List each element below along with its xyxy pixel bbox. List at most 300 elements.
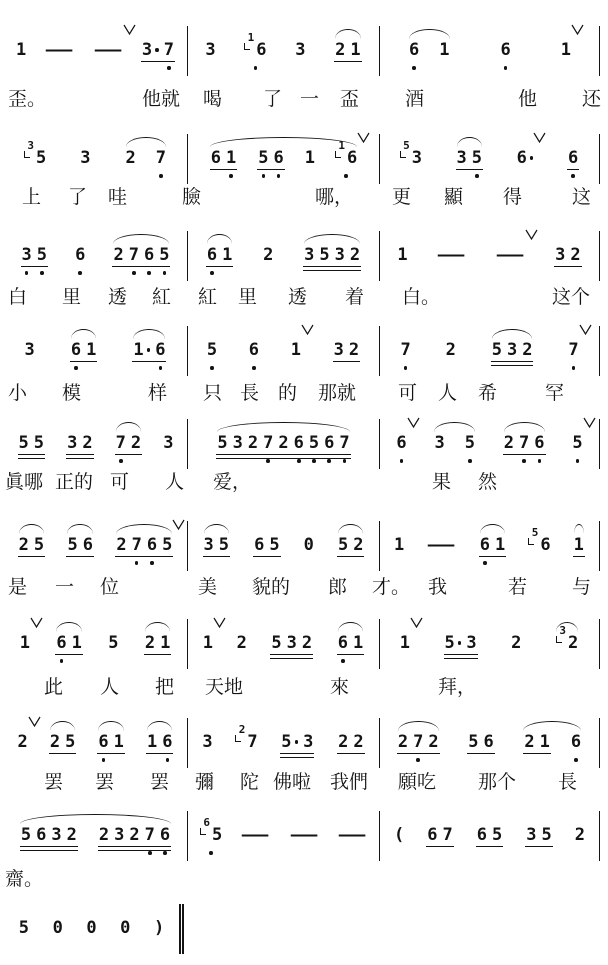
note-row (133, 340, 150, 360)
note-group (337, 619, 365, 667)
upper-marks (568, 326, 578, 340)
lyric-syllable: 这个 (552, 286, 591, 308)
note-row (237, 633, 247, 653)
note-row (108, 633, 118, 653)
note (396, 419, 406, 467)
note-digit: 6 (56, 633, 67, 653)
note-row (164, 40, 174, 60)
note-digit: 2 (349, 245, 361, 265)
note-digit: 2 (129, 825, 140, 845)
augmentation-dot (147, 348, 151, 352)
note-row (163, 433, 173, 453)
grace-digit: 1 (247, 31, 255, 44)
low-octave-dot (102, 758, 106, 762)
low-octave-dot (262, 174, 266, 178)
upper-marks (337, 811, 367, 825)
note-digit: 2 (66, 825, 77, 845)
note-digit: 6 (540, 535, 551, 555)
note-digit: 6 (534, 433, 545, 453)
note-row (86, 918, 96, 938)
note-row (131, 433, 141, 453)
note-row (571, 732, 581, 752)
breath-mark-icon (583, 417, 596, 428)
note-digit: 2 (18, 535, 29, 555)
note-row (504, 433, 514, 453)
measure (4, 811, 188, 861)
note-group (333, 326, 361, 374)
note-digit: — (242, 825, 269, 845)
upper-marks (44, 26, 74, 40)
note-row (338, 732, 348, 752)
note (24, 134, 46, 182)
note (108, 619, 118, 667)
note-row (72, 633, 82, 653)
measure (4, 326, 188, 376)
note-row (302, 633, 312, 653)
lyric-syllable: 可 (398, 382, 418, 404)
note-row (217, 433, 227, 453)
note-row (427, 825, 437, 845)
upper-marks (205, 26, 215, 40)
note-digit: 1 (352, 633, 364, 653)
upper-marks (526, 811, 536, 825)
note-row (534, 433, 544, 453)
note-digit: 5 (18, 918, 30, 938)
note-row (24, 139, 47, 168)
grace-digit: 3 (559, 624, 566, 637)
note-group (555, 619, 579, 667)
lyric-syllable: 貌的 (252, 576, 291, 598)
breath-mark-icon (172, 519, 185, 530)
note-digit: 6 (146, 535, 158, 555)
breath-mark-icon (30, 617, 43, 628)
upper-marks (397, 231, 407, 245)
note (397, 231, 407, 279)
grace-hook-icon (244, 43, 250, 50)
note-digit: 2 (570, 245, 581, 265)
note-row (75, 245, 85, 265)
lyric-syllable: 模 (62, 382, 82, 404)
note-row (263, 433, 273, 453)
beam-underline (525, 846, 553, 847)
note-digit: 7 (400, 340, 411, 360)
note-digit: 5 (65, 732, 76, 752)
lyric-syllable: 正的 (55, 471, 94, 493)
music-system (4, 521, 600, 571)
augmentation-dot (530, 156, 534, 160)
grace-hook-icon (400, 151, 406, 158)
note-row (207, 340, 217, 360)
beam-underline (476, 846, 504, 847)
note-digit: 5 (281, 732, 292, 752)
note-row (249, 340, 259, 360)
low-octave-dot (210, 271, 214, 275)
upper-marks (237, 619, 247, 633)
upper-marks (19, 904, 29, 918)
note (203, 619, 213, 667)
note-row (114, 732, 124, 752)
note (542, 811, 552, 859)
measure (4, 134, 188, 184)
low-octave-dot (574, 758, 578, 762)
note-row (258, 148, 268, 168)
breath-mark-icon (28, 716, 41, 727)
note-group (55, 619, 83, 667)
note (575, 811, 585, 859)
note-digit: 3 (141, 40, 153, 60)
upper-marks (163, 419, 173, 433)
note-row (37, 245, 47, 265)
note-row (120, 918, 130, 938)
note-row (159, 245, 169, 265)
augmentation-dot (155, 48, 159, 52)
lyric-syllable: 天地 (205, 676, 244, 698)
note-row (219, 535, 229, 555)
note-row (16, 40, 26, 60)
grace-hook-icon (235, 735, 241, 742)
lower-marks (400, 453, 404, 467)
note-digit: 7 (263, 433, 274, 453)
upper-marks (427, 811, 437, 825)
note-row (129, 245, 139, 265)
note (281, 718, 298, 766)
upper-marks (443, 811, 453, 825)
note-digit: 5 (33, 535, 45, 555)
lyric-syllable: 上 (22, 186, 42, 208)
low-octave-dot (135, 561, 139, 565)
note-digit: — (94, 40, 122, 60)
upper-marks (400, 326, 410, 340)
note-digit: 5 (36, 148, 47, 168)
low-octave-dot (277, 174, 281, 178)
lyric-syllable: 只 (203, 382, 223, 404)
upper-marks (568, 134, 578, 148)
note-group (476, 811, 504, 859)
note-digit: 1 (539, 732, 550, 752)
note-row (162, 535, 172, 555)
beam-underline (333, 361, 361, 362)
lyric-syllable: 这 (572, 186, 592, 208)
note-group (337, 718, 365, 766)
note-row (413, 732, 423, 752)
note-digit: 5 (468, 732, 479, 752)
note-digit: 6 (206, 245, 218, 265)
note-digit: ( (394, 825, 405, 845)
lower-marks (574, 752, 578, 766)
music-system (4, 134, 600, 184)
breath-mark-icon (301, 324, 314, 335)
note-digit: 5 (206, 340, 218, 360)
note (394, 811, 404, 859)
upper-marks (495, 231, 525, 245)
note-group (146, 718, 174, 766)
note-row (99, 825, 109, 845)
note-digit: 3 (303, 732, 314, 752)
note (427, 811, 437, 859)
low-octave-dot (343, 459, 347, 463)
note-digit: 3 (333, 340, 344, 360)
note-row (116, 535, 126, 555)
note (568, 134, 578, 182)
lyric-syllable: 白 (8, 286, 28, 308)
note-group (280, 718, 314, 766)
final-measure (4, 904, 184, 954)
note (235, 718, 257, 766)
note-digit: 2 (353, 732, 364, 752)
note-digit: 6 (155, 340, 166, 360)
note-digit: 1 (573, 535, 584, 555)
lyric-syllable: 更 (392, 186, 412, 208)
note-digit: 6 (159, 825, 171, 845)
note-row (507, 340, 517, 360)
beam-underline (20, 850, 78, 851)
note-row (339, 433, 349, 453)
note (561, 26, 571, 74)
note-digit: 6 (143, 245, 155, 265)
note-row (400, 340, 410, 360)
note-row (281, 732, 298, 752)
upper-marks (108, 619, 118, 633)
note-digit: 6 (409, 40, 420, 60)
lyric-syllable: 拜， (438, 676, 477, 698)
upper-marks (254, 521, 264, 535)
note-digit: 7 (247, 732, 258, 752)
note-row (540, 732, 550, 752)
low-octave-dot (148, 851, 152, 855)
beam-underline (112, 266, 170, 267)
note-digit: 1 (133, 340, 144, 360)
note-digit: 1 (397, 245, 408, 265)
low-octave-dot (167, 66, 171, 70)
low-octave-dot (78, 271, 82, 275)
lower-marks (412, 60, 416, 74)
low-octave-dot (25, 271, 29, 275)
upper-marks (295, 26, 305, 40)
measure (380, 521, 600, 571)
low-octave-dot (404, 366, 408, 370)
note-digit: 3 (526, 825, 537, 845)
beam-underline (337, 753, 365, 754)
note-digit: 5 (319, 245, 330, 265)
note-row (19, 535, 29, 555)
lower-marks (504, 60, 508, 74)
note-row (457, 148, 467, 168)
upper-marks (240, 811, 270, 825)
upper-marks (334, 326, 344, 340)
lyric-syllable: 紅 (198, 286, 218, 308)
grace-hook-icon (24, 151, 30, 158)
lyric-syllable: 人 (438, 382, 458, 404)
lyric-syllable: 的 (278, 382, 298, 404)
note-group (144, 619, 172, 667)
note-group (270, 619, 313, 667)
low-octave-dot (147, 271, 151, 275)
measure (4, 619, 188, 669)
note-row (142, 40, 159, 60)
note (86, 904, 96, 952)
measure (380, 419, 600, 469)
note-row (145, 825, 155, 845)
beam-underline (554, 266, 582, 267)
note-row (82, 433, 92, 453)
note-digit: 6 (427, 825, 438, 845)
upper-marks (53, 904, 63, 918)
low-octave-dot (571, 174, 575, 178)
lyric-syllable: 郎 (328, 576, 348, 598)
note-row (480, 535, 490, 555)
note-row (44, 40, 74, 60)
upper-marks (249, 326, 259, 340)
note-digit: 3 (456, 148, 467, 168)
note-row (338, 535, 348, 555)
low-octave-dot (159, 174, 163, 178)
note-row (160, 825, 170, 845)
lyric-syllable: 人 (165, 471, 185, 493)
low-octave-dot (166, 758, 170, 762)
note-row (338, 633, 348, 653)
note (249, 326, 259, 374)
note (237, 619, 247, 667)
upper-marks (446, 326, 456, 340)
lyric-syllable: 还 (582, 88, 602, 110)
note-row (274, 148, 284, 168)
note (18, 718, 28, 766)
note-digit: 2 (82, 433, 93, 453)
lower-marks (576, 453, 580, 467)
note-group (303, 231, 361, 279)
upper-marks (37, 231, 47, 245)
upper-marks (483, 718, 493, 732)
breath-mark-icon (123, 24, 136, 35)
lyric-syllable: 那就 (318, 382, 357, 404)
note-digit: — (497, 245, 524, 265)
note-row (222, 245, 232, 265)
lyric-syllable: 哇 (108, 186, 128, 208)
upper-marks (575, 811, 585, 825)
note-row (304, 535, 314, 555)
note-row (570, 245, 580, 265)
lyric-syllable: 願吃 (398, 771, 437, 793)
upper-marks (304, 521, 314, 535)
upper-marks (561, 26, 571, 40)
beam-underline (216, 454, 350, 455)
note-row (556, 624, 579, 653)
note-row (309, 433, 319, 453)
note-row (50, 732, 60, 752)
note-row (574, 535, 584, 555)
note-row (147, 535, 157, 555)
upper-marks (202, 718, 212, 732)
note-row (542, 825, 552, 845)
note-row (436, 245, 466, 265)
measure (4, 26, 188, 76)
breath-mark-icon (357, 132, 370, 143)
note-row (445, 633, 462, 653)
note-digit: 1 (160, 633, 171, 653)
note-digit: 1 (560, 40, 571, 60)
upper-marks (353, 718, 363, 732)
beam-underline (20, 846, 78, 847)
note-digit: 5 (308, 433, 320, 453)
measure (188, 326, 380, 376)
note-digit: 2 (511, 633, 522, 653)
note-row (202, 732, 212, 752)
note-group (433, 419, 476, 467)
note-digit: 3 (202, 732, 213, 752)
note (244, 26, 266, 74)
lyric-syllable: 白。 (402, 286, 441, 308)
note-digit: 2 (144, 633, 156, 653)
note-digit: — (438, 245, 465, 265)
note-digit: 1 (86, 340, 97, 360)
note-row (204, 535, 214, 555)
note-digit: 2 (130, 433, 142, 453)
note-row (129, 825, 139, 845)
note-row (21, 825, 31, 845)
grace-note (235, 724, 245, 742)
note-row (428, 732, 438, 752)
note-row (19, 918, 29, 938)
breath-mark-icon (533, 132, 546, 143)
measure (188, 811, 380, 861)
beam-underline (66, 556, 94, 557)
low-octave-dot (297, 459, 301, 463)
note (466, 619, 476, 667)
lyric-syllable: 我 (428, 576, 448, 598)
note-row (145, 633, 155, 653)
note-digit: 2 (278, 433, 289, 453)
note (82, 419, 92, 467)
note-digit: 1 (439, 40, 450, 60)
lyric-syllable: 若 (508, 576, 528, 598)
note-row (244, 31, 267, 60)
note-digit: 5 (218, 535, 230, 555)
note-row (162, 732, 172, 752)
note-digit: 6 (479, 535, 490, 555)
upper-marks (93, 26, 123, 40)
note (154, 904, 164, 952)
measure (188, 521, 380, 571)
note-digit: 2 (263, 245, 274, 265)
upper-marks (154, 904, 164, 918)
note-row (501, 40, 511, 60)
upper-marks (542, 811, 552, 825)
upper-marks (281, 718, 298, 732)
lyric-syllable: 透 (108, 286, 128, 308)
beam-underline (280, 757, 314, 758)
note-row (350, 40, 360, 60)
note-row (575, 825, 585, 845)
lyric-syllable: 得 (503, 186, 523, 208)
note-digit: 5 (18, 433, 29, 453)
note-digit: 2 (247, 433, 259, 453)
note-group (18, 521, 46, 569)
note-digit: 1 (494, 535, 506, 555)
note-row (34, 433, 44, 453)
note (44, 26, 74, 74)
measure (188, 718, 380, 768)
note-digit: 5 (444, 633, 455, 653)
note-row (65, 732, 75, 752)
note-row (337, 825, 367, 845)
low-octave-dot (163, 851, 167, 855)
note-group (426, 811, 454, 859)
note-row (22, 245, 32, 265)
note (53, 904, 63, 952)
low-octave-dot (572, 366, 576, 370)
note-row (67, 825, 77, 845)
lyric-syllable: 了 (68, 186, 88, 208)
